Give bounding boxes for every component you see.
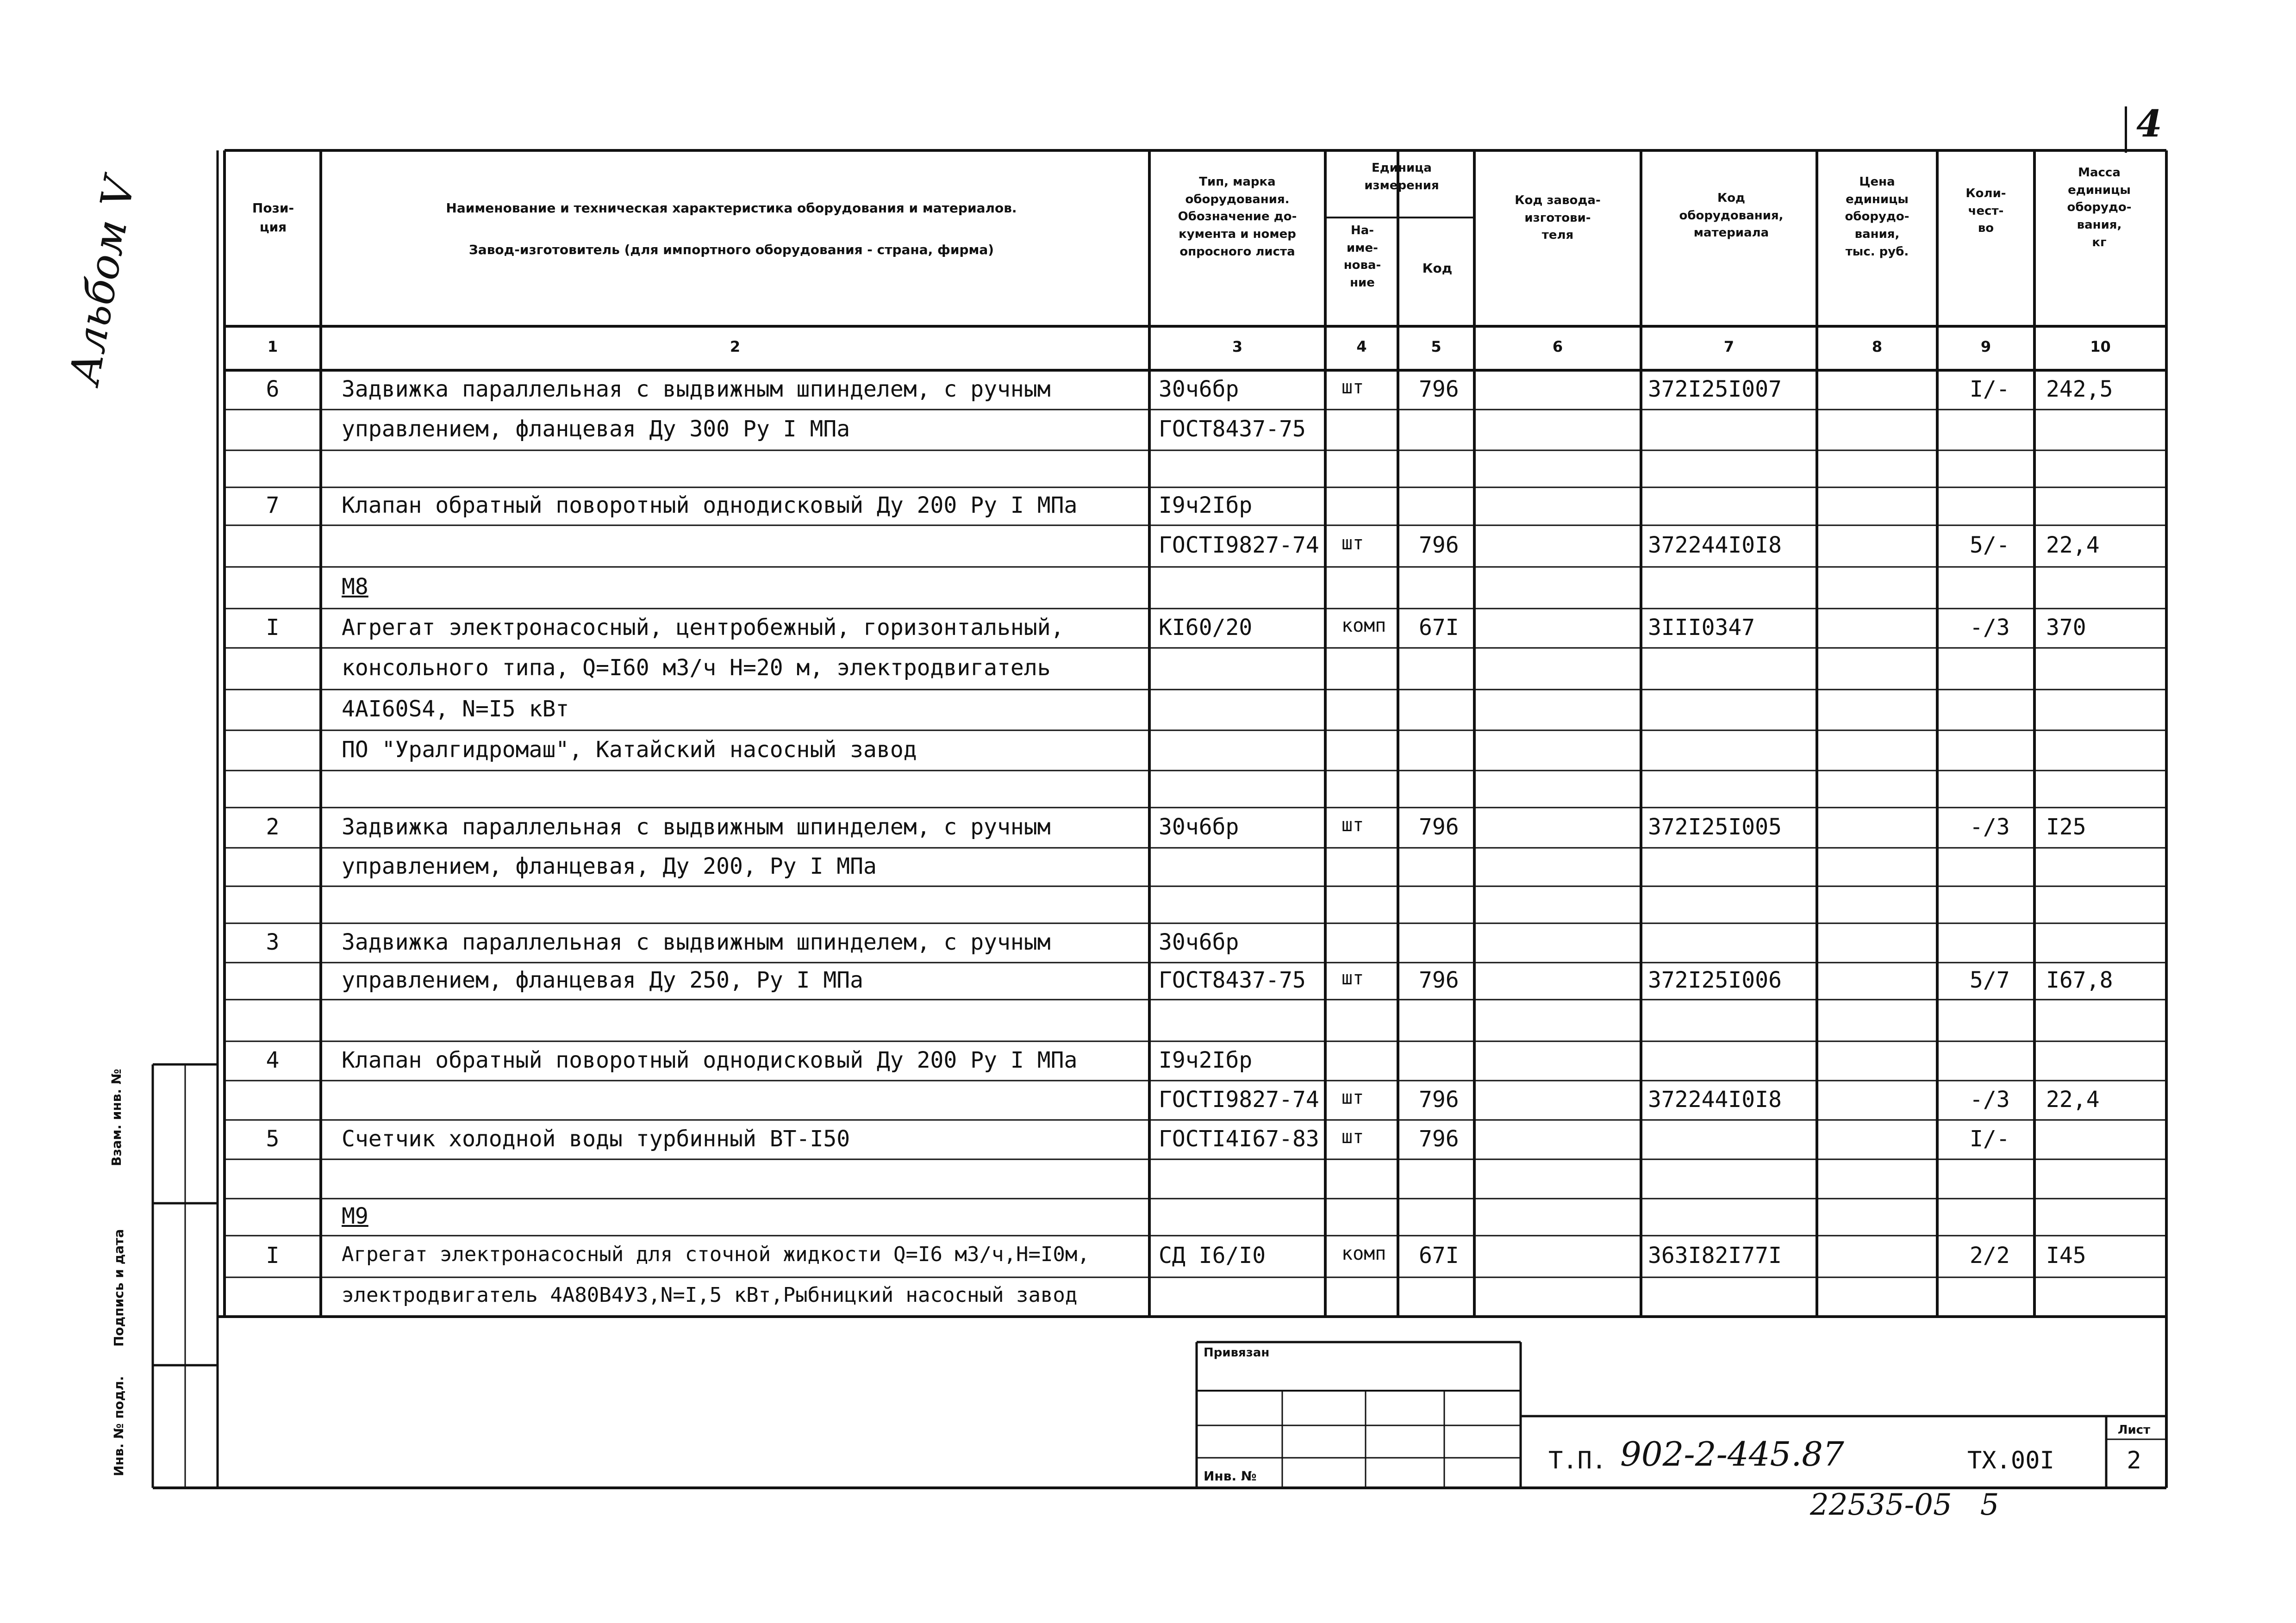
row-1-name: Задвижка параллельная с выдвижным шпинделем, с ручным [342, 376, 1051, 402]
column-number-4: 4 [1356, 338, 1367, 355]
stamp-tp-number: 902-2-445.87 [1620, 1435, 1844, 1474]
row-16-mat-code: 372I25I006 [1648, 967, 1782, 993]
row-5-mass: 22,4 [2046, 532, 2100, 558]
stamp-sheet-number: 2 [2127, 1447, 2141, 1474]
row-1-unit: шт [1341, 376, 1364, 398]
column-number-9: 9 [1980, 338, 1991, 355]
header-col8: Цена единицы оборудо- вания, тыс. руб. [1845, 175, 1909, 259]
row-5-unit: шт [1341, 533, 1364, 554]
row-23-qty: 2/2 [1970, 1243, 2010, 1269]
row-12-mass: I25 [2046, 814, 2086, 840]
row-7-qty: -/3 [1970, 614, 2010, 640]
row-12-unit: шт [1341, 814, 1364, 836]
row-5-type: ГОСТI9827-74 [1159, 532, 1319, 558]
row-16-qty: 5/7 [1970, 967, 2010, 993]
column-number-5: 5 [1431, 338, 1441, 355]
row-2-name: управлением, фланцевая Ду 300 Ру I МПа [342, 416, 850, 442]
header-col7: Код оборудования, материала [1679, 191, 1784, 240]
row-20-name: Счетчик холодной воды турбинный ВТ-I50 [342, 1126, 850, 1152]
stamp-sheet-label: Лист [2117, 1423, 2151, 1437]
row-19-mass: 22,4 [2046, 1086, 2100, 1113]
header-unit-group: Единица измерения [1364, 161, 1439, 193]
row-18-pos: 4 [266, 1047, 280, 1073]
header-col6: Код завода- изготови- теля [1515, 193, 1601, 243]
row-20-type: ГОСТI4I67-83 [1159, 1126, 1319, 1152]
row-20-pos: 5 [266, 1126, 280, 1152]
row-7-name: Агрегат электронасосный, центробежный, горизонтальный, [342, 614, 1064, 640]
row-7-mat-code: 3III0347 [1648, 614, 1755, 640]
row-24-name: электродвигатель 4А80В4У3,N=I,5 кВт,Рыбницкий насосный завод [342, 1283, 1078, 1307]
row-16-name: управлением, фланцевая Ду 250, Ру I МПа [342, 967, 864, 993]
row-18-type: I9ч2Iбр [1159, 1047, 1253, 1073]
header-col2-line1: Наименование и техническая характеристика оборудования и материалов. [446, 200, 1017, 216]
row-9-name: 4АI60S4, N=I5 кВт [342, 696, 569, 722]
header-col9: Коли- чест- во [1965, 187, 2006, 236]
side-podpis: Подпись и дата [111, 1229, 126, 1347]
row-1-pos: 6 [266, 376, 280, 402]
row-19-code: 796 [1419, 1086, 1459, 1113]
row-7-mass: 370 [2046, 614, 2086, 640]
header-col2-line2: Завод-изготовитель (для импортного оборудования - страна, фирма) [468, 242, 994, 257]
row-7-code: 67I [1419, 614, 1459, 640]
row-2-type: ГОСТ8437-75 [1159, 416, 1306, 442]
row-18-name: Клапан обратный поворотный однодисковый Ду 200 Ру I МПа [342, 1047, 1078, 1073]
row-19-mat-code: 372244I0I8 [1648, 1086, 1782, 1113]
row-1-mass: 242,5 [2046, 376, 2113, 402]
stamp-doc-code: ТХ.00I [1967, 1447, 2054, 1474]
row-1-code: 796 [1419, 376, 1459, 402]
row-5-code: 796 [1419, 532, 1459, 558]
row-12-type: 30ч6бр [1159, 814, 1239, 840]
row-22-name: М9 [342, 1203, 368, 1229]
stamp-tp-label: Т.П. [1548, 1447, 1607, 1474]
column-number-2: 2 [730, 338, 741, 355]
row-15-type: 30ч6бр [1159, 929, 1239, 955]
row-6-name: М8 [342, 574, 368, 600]
side-inv-podl: Инв. № подл. [111, 1376, 126, 1476]
page-marker: 4 [2136, 102, 2162, 145]
row-12-mat-code: 372I25I005 [1648, 814, 1782, 840]
row-13-name: управлением, фланцевая, Ду 200, Ру I МПа [342, 853, 877, 879]
row-23-type: СД I6/I0 [1159, 1243, 1266, 1269]
header-col5: Код [1422, 261, 1453, 276]
row-7-unit: комп [1341, 615, 1386, 636]
row-4-name: Клапан обратный поворотный однодисковый Ду 200 Ру I МПа [342, 492, 1078, 518]
column-number-10: 10 [2090, 338, 2111, 355]
row-10-name: ПО "Уралгидромаш", Катайский насосный завод [342, 736, 917, 763]
row-23-mat-code: 363I82I77I [1648, 1243, 1782, 1269]
header-col3: Тип, марка оборудования. Обозначение до- кумента и номер опросного листа [1178, 175, 1297, 259]
row-16-mass: I67,8 [2046, 967, 2113, 993]
column-number-6: 6 [1552, 338, 1563, 355]
row-12-pos: 2 [266, 814, 280, 840]
column-number-8: 8 [1872, 338, 1883, 355]
header-col10: Масса единицы оборудо- вания, кг [2067, 166, 2132, 249]
header-col1: Пози- ция [252, 200, 294, 235]
row-23-pos: I [266, 1243, 280, 1269]
row-19-qty: -/3 [1970, 1086, 2010, 1113]
column-number-3: 3 [1232, 338, 1243, 355]
row-12-qty: -/3 [1970, 814, 2010, 840]
column-number-1: 1 [267, 338, 278, 355]
row-15-name: Задвижка параллельная с выдвижным шпинделем, с ручным [342, 929, 1051, 955]
row-12-code: 796 [1419, 814, 1459, 840]
row-1-mat-code: 372I25I007 [1648, 376, 1782, 402]
row-4-type: I9ч2Iбр [1159, 492, 1253, 518]
stamp-privyazan: Привязан [1204, 1346, 1270, 1360]
album-label: Альбом V [60, 174, 144, 388]
row-19-unit: шт [1341, 1087, 1364, 1108]
row-5-mat-code: 372244I0I8 [1648, 532, 1782, 558]
row-12-name: Задвижка параллельная с выдвижным шпинделем, с ручным [342, 814, 1051, 840]
row-20-code: 796 [1419, 1126, 1459, 1152]
row-16-unit: шт [1341, 968, 1364, 989]
row-23-code: 67I [1419, 1243, 1459, 1269]
row-23-unit: комп [1341, 1243, 1386, 1264]
row-16-code: 796 [1419, 967, 1459, 993]
side-vzam: Взам. инв. № [109, 1069, 124, 1166]
row-8-name: консольного типа, Q=I60 м3/ч Н=20 м, электродвигатель [342, 655, 1051, 681]
footer-number: 22535-05 5 [1810, 1488, 1999, 1522]
row-20-qty: I/- [1970, 1126, 2010, 1152]
row-16-type: ГОСТ8437-75 [1159, 967, 1306, 993]
row-20-unit: шт [1341, 1126, 1364, 1148]
row-19-type: ГОСТI9827-74 [1159, 1086, 1319, 1113]
row-5-qty: 5/- [1970, 532, 2010, 558]
row-15-pos: 3 [266, 929, 280, 955]
row-23-name: Агрегат электронасосный для сточной жидкости Q=I6 м3/ч,Н=I0м, [342, 1243, 1090, 1266]
row-7-pos: I [266, 614, 280, 640]
row-23-mass: I45 [2046, 1243, 2086, 1269]
row-1-qty: I/- [1970, 376, 2010, 402]
header-col4: На- име- нова- ние [1343, 224, 1381, 290]
row-7-type: КI60/20 [1159, 614, 1253, 640]
stamp-inv-no: Инв. № [1204, 1468, 1257, 1484]
row-1-type: 30ч6бр [1159, 376, 1239, 402]
column-number-7: 7 [1723, 338, 1734, 355]
row-4-pos: 7 [266, 492, 280, 518]
